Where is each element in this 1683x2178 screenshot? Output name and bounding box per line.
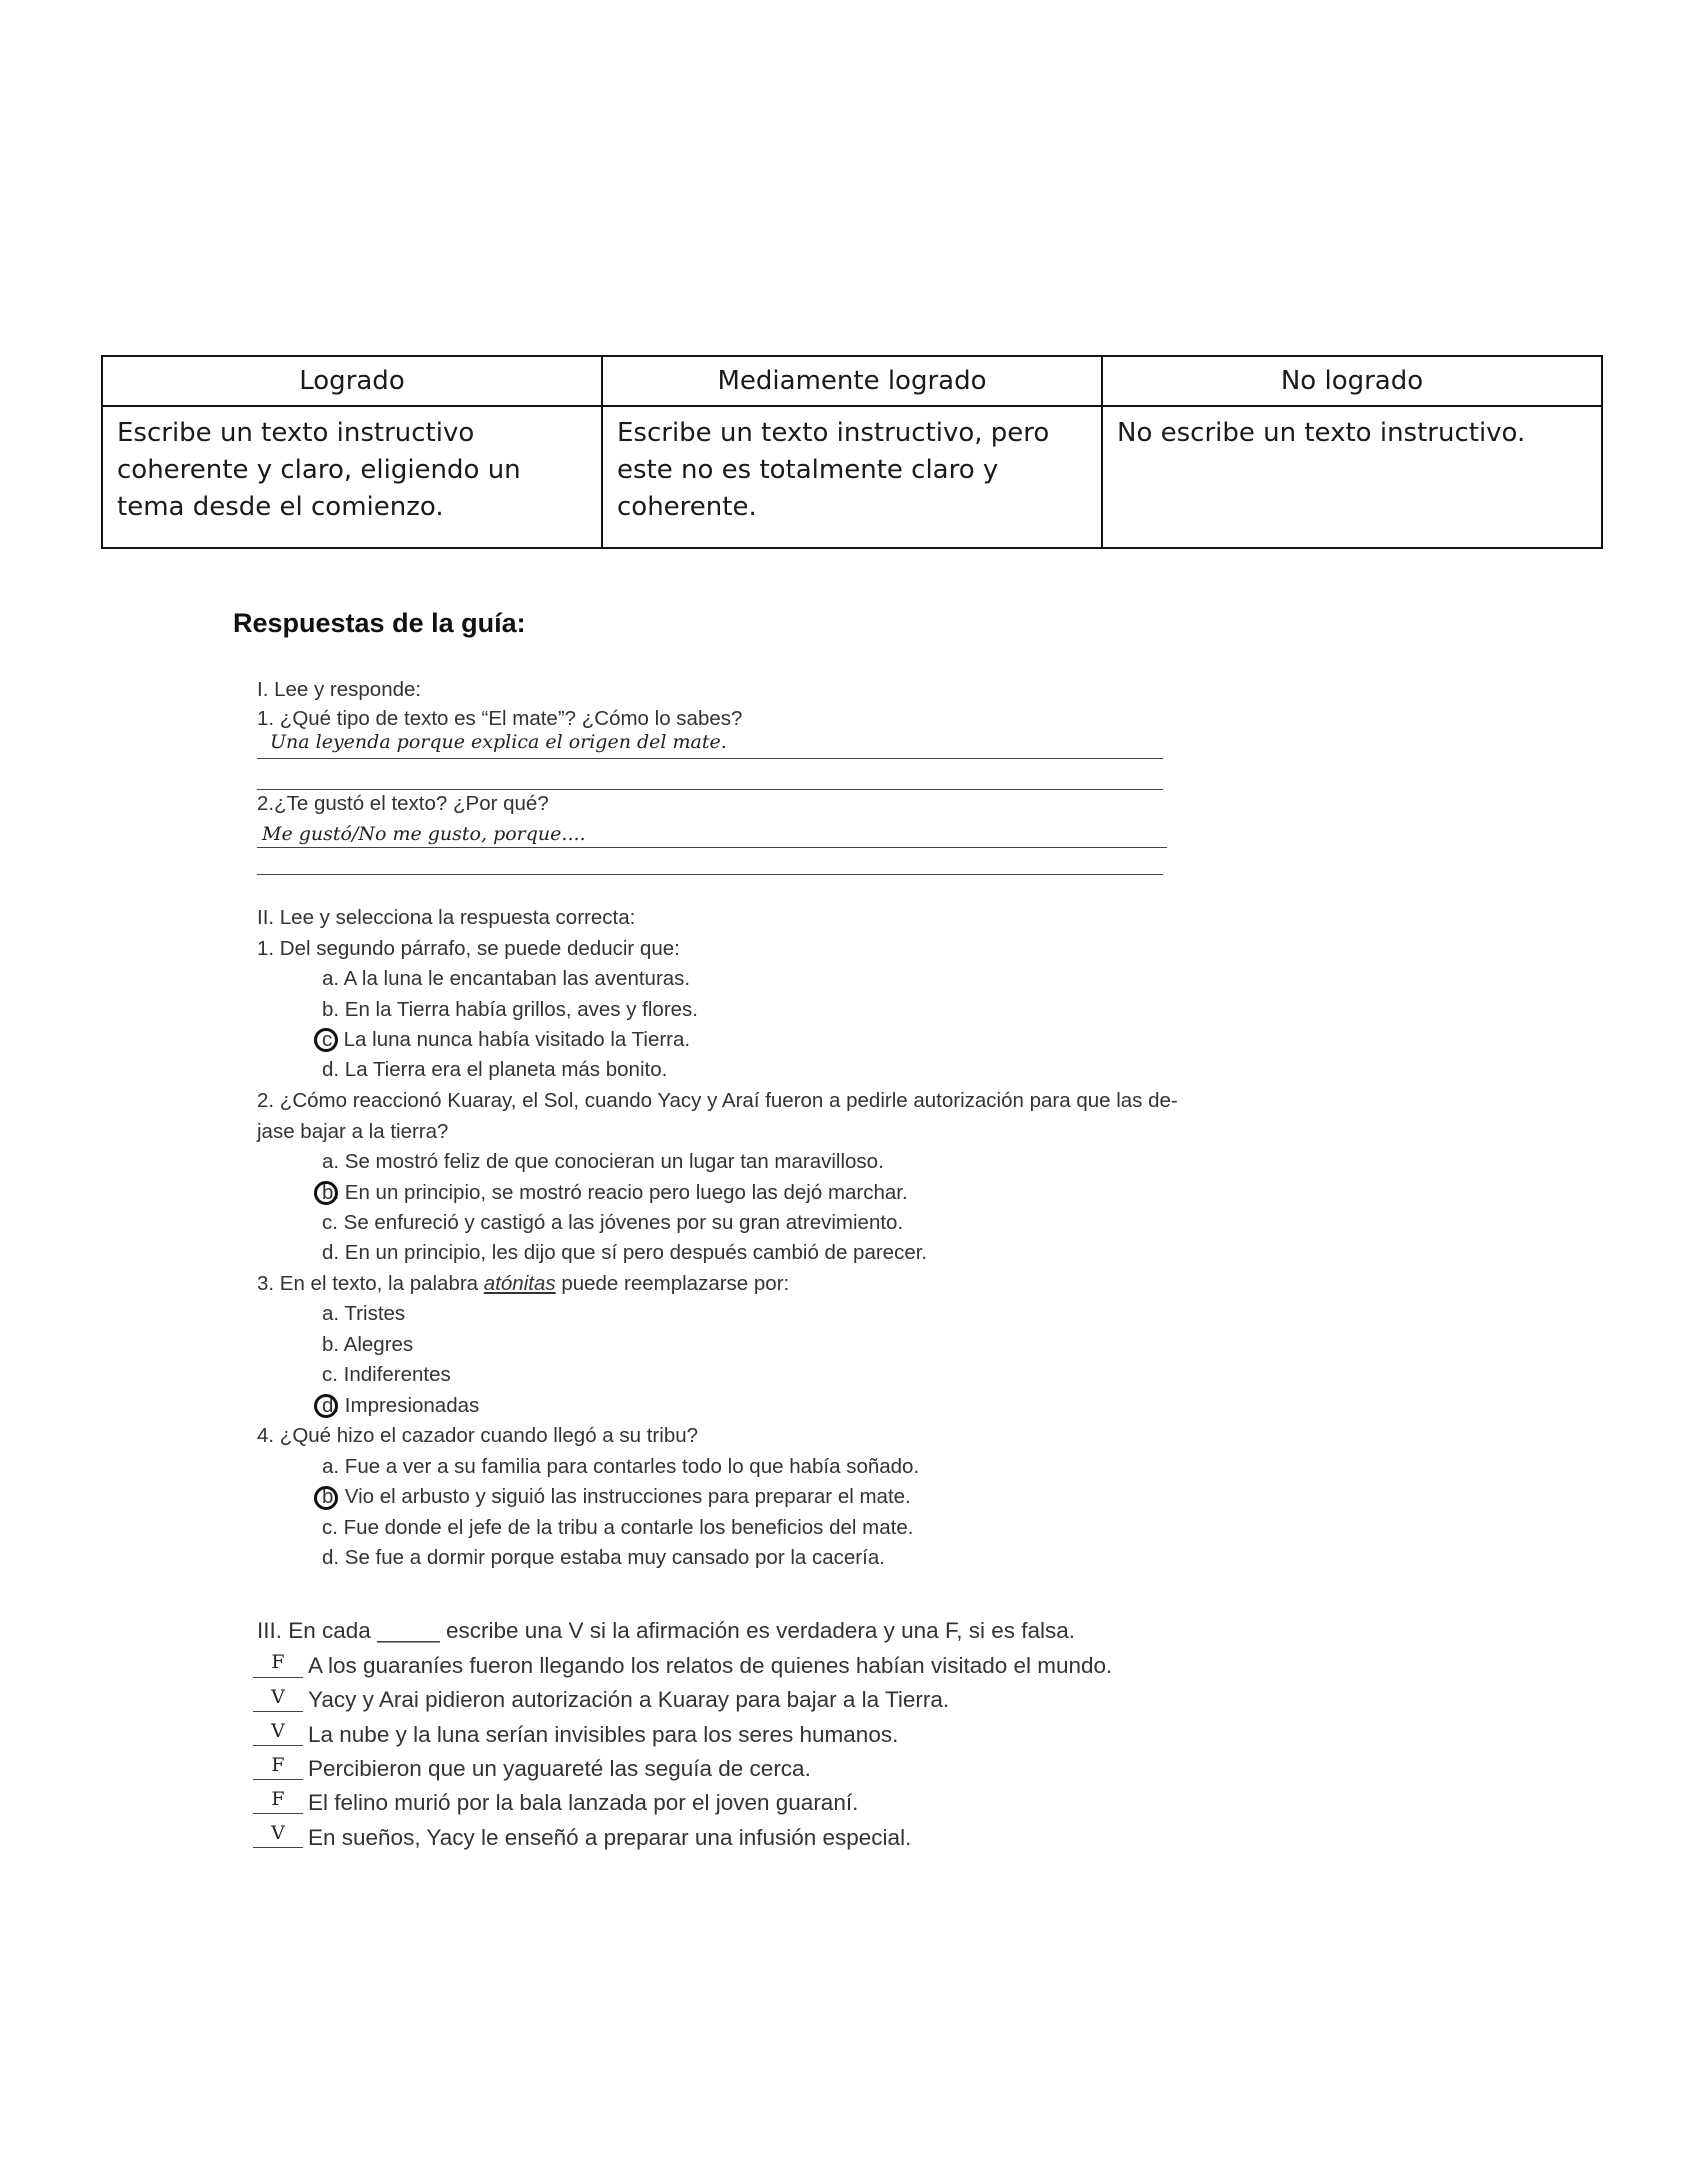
vf-statement: Yacy y Arai pidieron autorización a Kuaray para bajar a la Tierra. <box>308 1687 950 1712</box>
rubric-body-row <box>102 406 1602 548</box>
answer-line <box>257 758 1163 759</box>
answer-blank <box>253 1677 303 1678</box>
answer-blank <box>253 1745 303 1746</box>
answer-blank <box>253 1779 303 1780</box>
option-d: d. La Tierra era el planeta más bonito. <box>322 1058 668 1081</box>
option-d: d. Se fue a dormir porque estaba muy cansado por la cacería. <box>322 1546 885 1569</box>
vf-mark: V <box>271 1720 285 1742</box>
option-b: b. En la Tierra había grillos, aves y flores. <box>322 998 699 1021</box>
rubric-cell-no-logrado: No escribe un texto instructivo. <box>1102 406 1602 548</box>
question-3-text-pre: 3. En el texto, la palabra <box>257 1272 479 1295</box>
rubric-header-mediamente: Mediamente logrado <box>602 356 1102 406</box>
section1-question-1: 1. ¿Qué tipo de texto es “El mate”? ¿Cómo lo sabes? <box>257 707 743 730</box>
rubric-cell-logrado: Escribe un texto instructivo coherente y claro, eligiendo un tema desde el comienzo. <box>102 406 602 548</box>
option-c: c. Fue donde el jefe de la tribu a contarle los beneficios del mate. <box>322 1516 914 1539</box>
option-a: a. Se mostró feliz de que conocieran un lugar tan maravilloso. <box>322 1150 884 1173</box>
answer-blank <box>253 1847 303 1848</box>
option-c: c. La luna nunca había visitado la Tierra. <box>322 1028 691 1051</box>
vf-mark: F <box>271 1651 285 1673</box>
option-a: a. Tristes <box>322 1302 406 1325</box>
rubric-header-row <box>102 356 1602 406</box>
option-b: b. Alegres <box>322 1333 414 1356</box>
option-d: d. Impresionadas <box>322 1394 480 1417</box>
rubric-header-logrado: Logrado <box>102 356 602 406</box>
vf-mark: V <box>271 1822 285 1844</box>
option-b: b. Vio el arbusto y siguió las instrucciones para preparar el mate. <box>322 1485 911 1508</box>
answer-line <box>257 847 1167 848</box>
section3-title-post: escribe una V si la afirmación es verdadera y una F, si es falsa. <box>445 1618 1075 1643</box>
option-b: b. En un principio, se mostró reacio pero luego las dejó marchar. <box>322 1181 908 1204</box>
section1-question-2: 2.¿Te gustó el texto? ¿Por qué? <box>257 792 549 815</box>
rubric-header-no-logrado: No logrado <box>1102 356 1602 406</box>
section2-question-4: 4. ¿Qué hizo el cazador cuando llegó a su tribu? <box>257 1424 699 1447</box>
selected-answer-circle <box>314 1486 338 1510</box>
vf-mark: V <box>271 1686 285 1708</box>
option-a: a. A la luna le encantaban las aventuras. <box>322 967 691 990</box>
vf-mark: F <box>271 1788 285 1810</box>
section1-answer-1: Una leyenda porque explica el origen del mate. <box>270 731 727 753</box>
selected-answer-circle <box>314 1028 338 1052</box>
section2-question-2-line2: jase bajar a la tierra? <box>257 1120 449 1143</box>
rubric-cell-mediamente: Escribe un texto instructivo, pero este no es totalmente claro y coherente. <box>602 406 1102 548</box>
section3-title-blank: _____ <box>377 1618 440 1643</box>
answer-line <box>257 789 1163 790</box>
answer-blank <box>253 1711 303 1712</box>
section3-title-pre: III. En cada <box>257 1618 371 1643</box>
vf-statement: En sueños, Yacy le enseñó a preparar una infusión especial. <box>308 1825 912 1850</box>
section2-question-2-line1: 2. ¿Cómo reaccionó Kuaray, el Sol, cuando Yacy y Araí fueron a pedirle autorización para que las de- <box>257 1089 1178 1112</box>
option-d: d. En un principio, les dijo que sí pero después cambió de parecer. <box>322 1241 928 1264</box>
selected-answer-circle <box>314 1394 338 1418</box>
vf-statement: Percibieron que un yaguareté las seguía de cerca. <box>308 1756 811 1781</box>
section2-question-3 <box>257 1272 789 1296</box>
option-c: c. Indiferentes <box>322 1363 451 1386</box>
section1-answer-2: Me gustó/No me gusto, porque.... <box>262 823 586 845</box>
vf-mark: F <box>271 1754 285 1776</box>
vf-statement: El felino murió por la bala lanzada por el joven guaraní. <box>308 1790 859 1815</box>
rubric-table <box>101 355 1603 549</box>
page-heading: Respuestas de la guía: <box>233 608 526 638</box>
selected-answer-circle <box>314 1181 338 1205</box>
question-3-word: atónitas <box>483 1272 556 1295</box>
answer-line <box>257 874 1163 875</box>
answer-blank <box>253 1813 303 1814</box>
option-c: c. Se enfureció y castigó a las jóvenes por su gran atrevimiento. <box>322 1211 904 1234</box>
section1-title: I. Lee y responde: <box>257 678 422 701</box>
question-3-text-post: puede reemplazarse por: <box>561 1272 790 1295</box>
section2-title: II. Lee y selecciona la respuesta correcta: <box>257 906 636 929</box>
vf-statement: A los guaraníes fueron llegando los relatos de quienes habían visitado el mundo. <box>308 1653 1113 1678</box>
section2-question-1: 1. Del segundo párrafo, se puede deducir que: <box>257 937 680 960</box>
option-a: a. Fue a ver a su familia para contarles todo lo que había soñado. <box>322 1455 920 1478</box>
section3-title <box>257 1618 1075 1644</box>
vf-statement: La nube y la luna serían invisibles para los seres humanos. <box>308 1722 899 1747</box>
